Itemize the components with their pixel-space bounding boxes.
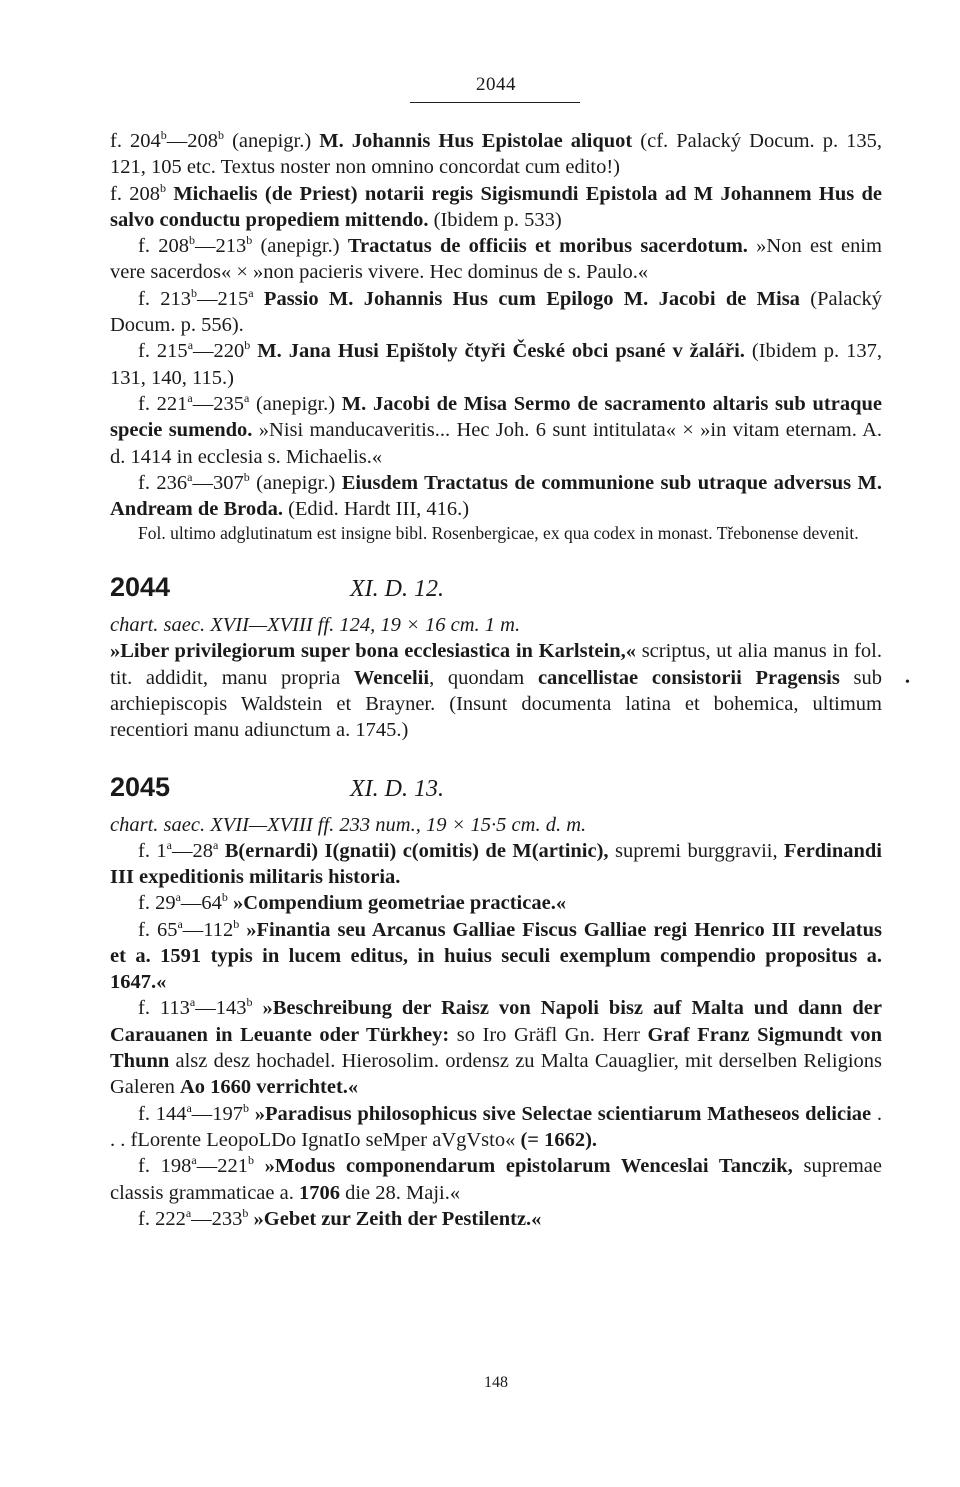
- head-rule: [410, 102, 580, 103]
- entry: f. 222$^a$—233$^b$ »Gebet zur Zeith der Pestilentz.«: [138, 1205, 542, 1230]
- entry: f. 213$^b$—215$^a$ Passio M. Johannis Hus cum Epilogo M. Jacobi de Misa (Palacký Docum. p. 556).: [110, 285, 882, 337]
- entry: f. 208$^b$—213$^b$ (anepigr.) Tractatus de officiis et moribus sacerdotum. »Non est enim vere sacerdos« × »non pacieris vivere. Hec dominus de s. Paulo.«: [110, 233, 882, 284]
- entry: f. 113$^a$—143$^b$ »Beschreibung der Raisz von Napoli bisz auf Malta und dann der Carauanen in Leuante oder Türkhey: so Iro Gräfl Gn. Herr Graf Franz Sigmundt von Thunn alsz desz hochadel. Hierosolim. ordensz zu Malta Cauaglier, mit derselben Religions Galeren Ao 1660 verrichtet.«: [110, 995, 882, 1099]
- catalogue-entries: [110, 128, 882, 1232]
- entry: f. 198$^a$—221$^b$ »Modus componendarum epistolarum Wenceslai Tanczik, supremae classis grammaticae a. 1706 die 28. Maji.«: [110, 1153, 883, 1204]
- codex-heading: [110, 574, 882, 612]
- codex-description: chart. saec. XVII—XVIII ff. 124, 19 × 16 cm. 1 m.: [110, 614, 521, 637]
- shelfmark: XI. D. 13.: [350, 775, 444, 802]
- codex-number: 2044: [110, 572, 171, 603]
- codex-2044: [110, 574, 882, 743]
- entry: f. 1$^a$—28$^a$ B(ernardi) I(gnatii) c(omitis) de M(artinic), supremi burggravii, Ferdinandi III expeditionis militaris historia.: [110, 837, 882, 888]
- codex-description: chart. saec. XVII—XVIII ff. 233 num., 19 × 15·5 cm. d. m.: [110, 813, 587, 836]
- provenance-note: Fol. ultimo adglutinatum est insigne bibl. Rosenbergicae, ex qua codex in monast. Třebonense devenit.: [138, 523, 859, 544]
- codex-2045: [110, 771, 883, 1232]
- entry: f. 221$^a$—235$^a$ (anepigr.) M. Jacobi de Misa Sermo de sacramento altaris sub utraque specie sumendo. »Nisi manducaveritis... Hec Joh. 6 sunt intitulata« × »in vitam eternam. A. d. 1414 in ecclesia s. Michaelis.«: [110, 391, 882, 468]
- entry: f. 65$^a$—112$^b$ »Finantia seu Arcanus Galliae Fiscus Galliae regi Henrico III revelatus et a. 1591 typis in lucem editus, in huius seculi exemplum compendio propositus a. 1647.«: [110, 916, 883, 994]
- page-number: 148: [484, 1374, 508, 1391]
- codex-number: 2045: [110, 771, 171, 802]
- entry: f. 29$^a$—64$^b$ »Compendium geometriae practicae.«: [138, 890, 567, 915]
- entry: f. 236$^a$—307$^b$ (anepigr.) Eiusdem Tractatus de communione sub utraque adversus M. Andream de Broda. (Edid. Hardt III, 416.): [110, 470, 882, 521]
- entry: f. 208$^b$ Michaelis (de Priest) notarii regis Sigismundi Epistola ad M Johannem Hus de salvo conductu propediem mittendo. (Ibidem p. 533): [110, 180, 883, 231]
- margin-mark: •: [905, 675, 910, 690]
- entry: f. 144$^a$—197$^b$ »Paradisus philosophicus sive Selectae scientiarum Matheseos deliciae . . . fLorente LeopoLDo IgnatIo seMper aVgVsto« (= 1662).: [110, 1100, 883, 1151]
- running-head: 2044: [476, 74, 516, 95]
- codex-heading: [110, 771, 882, 812]
- codex-body: »Liber privilegiorum super bona ecclesiastica in Karlstein,« scriptus, ut alia manus in fol. tit. addidit, manu propria Wencelii, quondam cancellistae consistorii Pragensis sub archiepiscopis Waldstein et Brayner. (Insunt documenta latina et bohemica, ultimum recentiori manu adiunctum a. 1745.): [110, 640, 883, 742]
- entry: f. 215$^a$—220$^b$ M. Jana Husi Epištoly čtyři České obci psané v žaláři. (Ibidem p. 137, 131, 140, 115.): [110, 338, 882, 389]
- shelfmark: XI. D. 12.: [350, 576, 444, 603]
- entry: f. 204$^b$—208$^b$ (anepigr.) M. Johannis Hus Epistolae aliquot (cf. Palacký Docum. p. 135, 121, 105 etc. Textus noster non omnino concordat cum edito!): [110, 128, 882, 179]
